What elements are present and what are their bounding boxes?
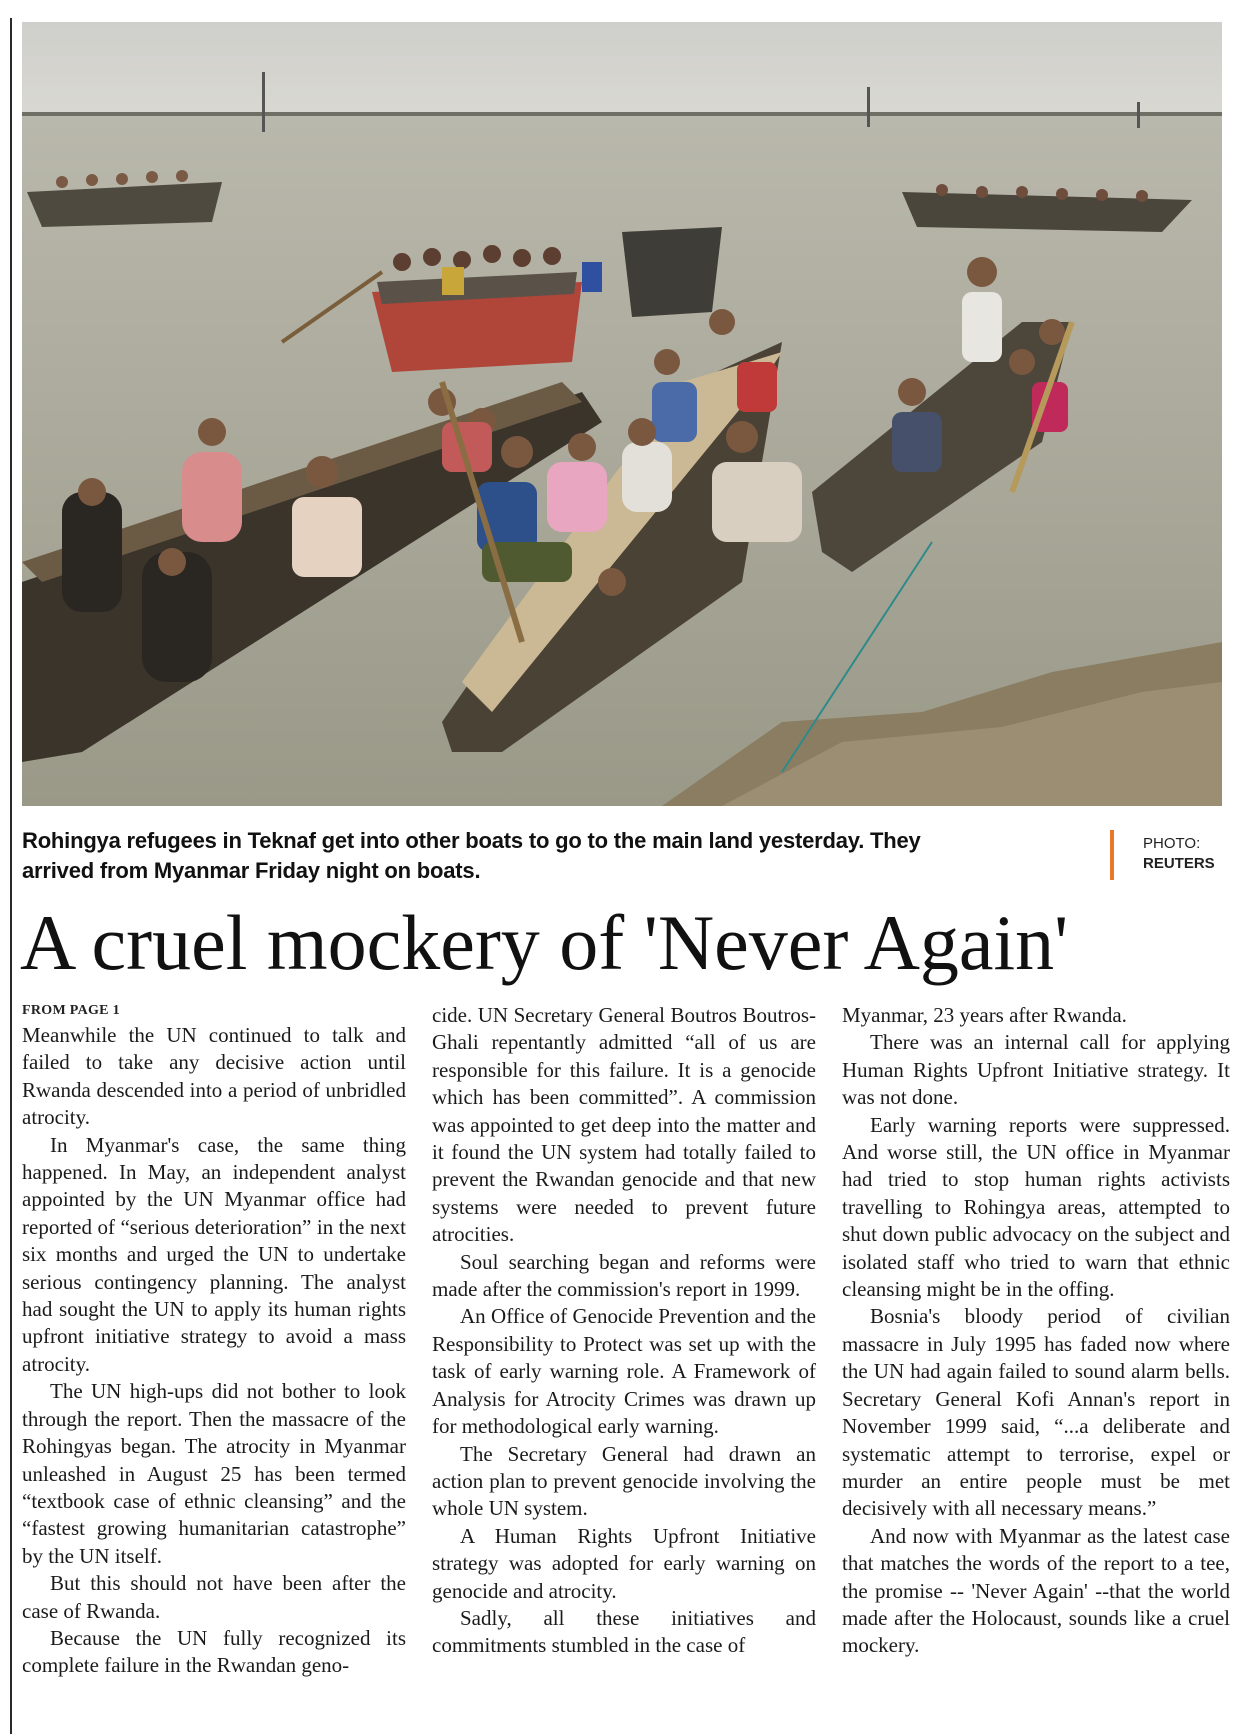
- photo-credit: [1143, 834, 1233, 874]
- article-headline: A cruel mockery of 'Never Again': [20, 899, 1069, 986]
- news-photo: [22, 22, 1222, 806]
- article-paragraph: There was an internal call for applying Human Rights Upfront Initiative strategy. It was not done.: [842, 1030, 1230, 1110]
- article-column-2: [432, 1002, 816, 1732]
- article-paragraph: Sadly, all these initiatives and commitments stumbled in the case of: [432, 1605, 816, 1658]
- article-paragraph: And now with Myanmar as the latest case that matches the words of the report to a tee, the promise -- 'Never Again' --that the world made after the Holocaust, sounds like a cruel mockery.: [842, 1523, 1230, 1658]
- photo-credit-accent-bar: [1110, 830, 1114, 880]
- article-paragraph: The UN high-ups did not bother to look through the report. Then the massacre of the Rohingyas began. The atrocity in Myanmar unleashed in August 25 has been termed “textbook case of ethnic cleansing” and the “fastest growing humanitarian catastrophe” by the UN itself.: [22, 1379, 406, 1568]
- photo-caption: Rohingya refugees in Teknaf get into other boats to go to the main land yesterday. They arrived from Myanmar Friday night on boats.: [22, 828, 921, 883]
- article-paragraph: But this should not have been after the case of Rwanda.: [22, 1571, 406, 1623]
- from-page-label: FROM PAGE 1: [22, 1003, 120, 1018]
- article-paragraph: Myanmar, 23 years after Rwanda.: [842, 1003, 1127, 1027]
- article-paragraph: The Secretary General had drawn an action plan to prevent genocide involving the whole UN system.: [432, 1441, 816, 1521]
- article-paragraph: Bosnia's bloody period of civilian massacre in July 1995 has faded now where the UN had again failed to sound alarm bells. Secretary General Kofi Annan's report in November 1999 said, “...a deliberate and systematic attempt to terrorise, expel or murder an entire people must be met decisively with all necessary means.”: [842, 1304, 1230, 1521]
- photo-credit-source: REUTERS: [1143, 855, 1215, 872]
- article-paragraph: Because the UN fully recognized its complete failure in the Rwandan geno-: [22, 1625, 406, 1678]
- article-paragraph: In Myanmar's case, the same thing happened. In May, an independent analyst appointed by the UN Myanmar office had reported of “serious deterioration” in the next six months and urged the UN to undertake serious contingency planning. The analyst had sought the UN to apply its human rights upfront initiative strategy to avoid a mass atrocity.: [22, 1132, 406, 1376]
- article-paragraph: Soul searching began and reforms were made after the commission's report in 1999.: [432, 1249, 816, 1302]
- article-paragraph: An Office of Genocide Prevention and the Responsibility to Protect was set up with the task of early warning role. A Framework of Analysis for Atrocity Crimes was drawn up for methodological early warning.: [432, 1304, 816, 1439]
- article-column-1: [22, 1002, 406, 1732]
- page-left-rule: [10, 18, 12, 1734]
- article-column-3: [842, 1002, 1230, 1732]
- photo-credit-label: PHOTO:: [1143, 835, 1201, 852]
- refugee-boats-illustration: [22, 22, 1222, 806]
- article-paragraph: Meanwhile the UN continued to talk and failed to take any decisive action until Rwanda descended into a period of unbridled atrocity.: [22, 1023, 406, 1130]
- article-paragraph: cide. UN Secretary General Boutros Boutros-Ghali repentantly admitted “all of us are responsible for this failure. It is a genocide which has been committed”. A commission was appointed to get deep into the matter and it found the UN system had totally failed to prevent the Rwandan genocide and that new systems were needed to prevent future atrocities.: [432, 1003, 816, 1247]
- article-paragraph: A Human Rights Upfront Initiative strategy was adopted for early warning on genocide and atrocity.: [432, 1523, 816, 1603]
- article-paragraph: Early warning reports were suppressed. And worse still, the UN office in Myanmar had tried to stop human rights activists travelling to Rohingya areas, attempted to shut down public advocacy on the subject and isolated staff who tried to warn that ethnic cleansing might be in the offing.: [842, 1112, 1230, 1302]
